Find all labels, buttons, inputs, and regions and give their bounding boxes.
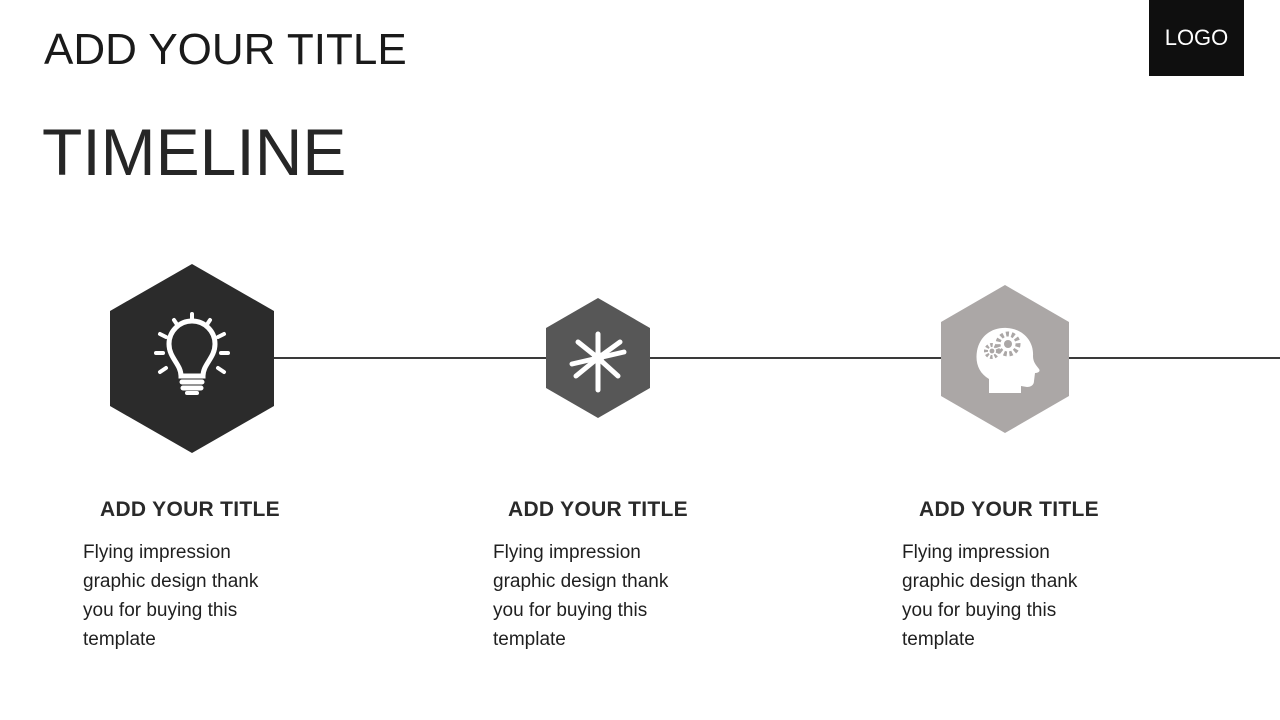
timeline-item-title: ADD YOUR TITLE <box>100 498 280 521</box>
timeline-node-2 <box>546 298 650 418</box>
timeline-node-3 <box>941 285 1069 433</box>
timeline-line <box>272 357 1280 359</box>
logo <box>1149 0 1244 76</box>
timeline-item-description: Flying impression graphic design thank you for buying this template <box>902 542 1078 650</box>
timeline-item-description: Flying impression graphic design thank you for buying this template <box>493 542 669 650</box>
page-title: ADD YOUR TITLE <box>44 25 407 74</box>
timeline-item-title: ADD YOUR TITLE <box>919 498 1099 521</box>
logo-text: LOGO <box>1164 25 1229 50</box>
timeline-item-description: Flying impression graphic design thank you for buying this template <box>83 542 259 650</box>
timeline-item-title: ADD YOUR TITLE <box>508 498 688 521</box>
section-heading: TIMELINE <box>42 115 347 189</box>
timeline-node-1 <box>110 264 274 454</box>
